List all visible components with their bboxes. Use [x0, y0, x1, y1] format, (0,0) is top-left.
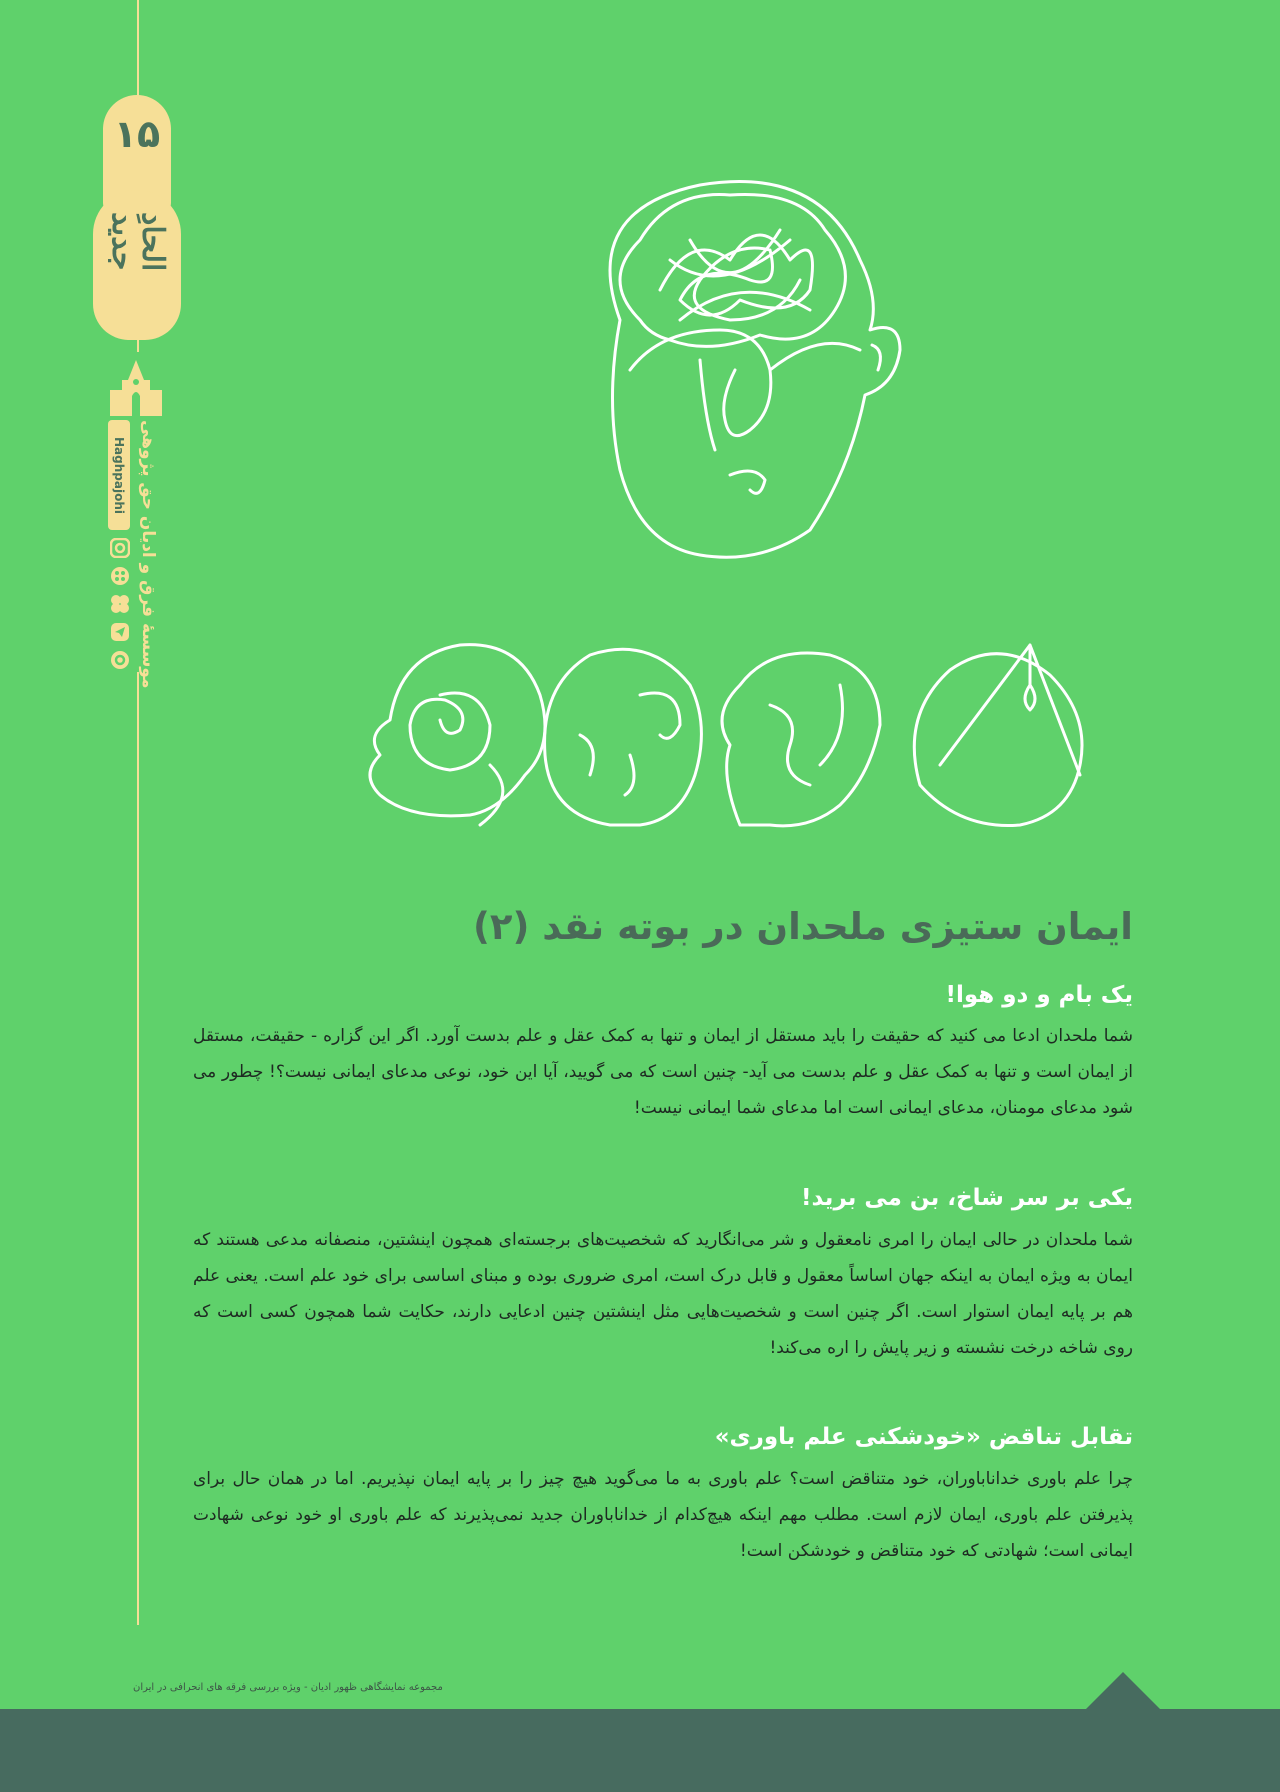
- institute-logo-icon: [104, 356, 168, 418]
- footer-note: مجموعه نمایشگاهی ظهور ادیان - ویژه بررسی فرقه های انحرافی در ایران: [133, 1682, 443, 1693]
- instagram-icon[interactable]: [110, 538, 130, 558]
- footer-bar: [0, 1709, 1280, 1792]
- series-logo-text: الحادِ جدید: [105, 212, 170, 272]
- section-3-body: چرا علم باوری خداناباوران، خود متناقض است؟ علم باوری به ما می‌گوید هیچ چیز را بر پایه ایمان نپذیریم. اما در همان حال برای پذیرفتن علم باوری، ایمان لازم است. مطلب مهم اینکه هیچ‌کدام از خداناباوران جدید نمی‌پذیرند که علم باوری او خود نوعی شهادت ایمانی است؛ شهادتی که خود متناقض و خودشکن است!: [193, 1469, 1133, 1561]
- article-title: ایمان ستیزی ملحدان در بوته نقد (۲): [472, 905, 1133, 948]
- telegram-icon[interactable]: [110, 622, 130, 642]
- footer-tab: [1085, 1672, 1161, 1710]
- social-handle[interactable]: Haghpajohi: [108, 420, 130, 530]
- heads-row-illustration: [340, 625, 1120, 835]
- section-1-body: شما ملحدان ادعا می کنید که حقیقت را باید مستقل از ایمان و تنها به کمک عقل و علم بدست آورد. اگر این گزاره - حقیقت، مستقل از ایمان است و تنها به کمک عقل و علم بدست می آید- چنین است که می گویید، آیا این خود، نوعی مدعای ایمانی نیست؟! چطور می شود مدعای مومنان، مدعای ایمانی است اما مدعای شما ایمانی نیست!: [193, 1026, 1133, 1118]
- section-2-body: شما ملحدان در حالی ایمان را امری نامعقول و شر می‌انگارید که شخصیت‌های برجسته‌ای همچون اینشتین، منصفانه مدعی هستند که ایمان به ویژه ایمان به اینکه جهان اساساً معقول و قابل درک است، امری ضروری بوده و مبنای اساسی برای خود علم است. یعنی علم هم بر پایه ایمان استوار است. اگر چنین است و شخصیت‌هایی مثل اینشتین چنین ادعایی دارند، حکایت شما همچون کسی است که روی شاخه درخت نشسته و زیر پایش را اره می‌کند!: [193, 1230, 1133, 1358]
- series-logo: [93, 212, 181, 312]
- section-3-heading: تقابل تناقض «خودشکنی علم باوری»: [714, 1424, 1133, 1450]
- institute-name: موسسهٔ فرق و ادیان حق پژوهی: [138, 420, 158, 689]
- rubika-icon[interactable]: [110, 650, 130, 670]
- aparat-icon[interactable]: [110, 566, 130, 586]
- eitaa-icon[interactable]: [110, 594, 130, 614]
- section-1-heading: یک بام و دو هوا!: [945, 982, 1133, 1008]
- section-2-heading: یکی بر سر شاخ، بن می برید!: [801, 1185, 1133, 1211]
- issue-number: ۱۵: [113, 112, 161, 156]
- head-illustration: [560, 170, 920, 570]
